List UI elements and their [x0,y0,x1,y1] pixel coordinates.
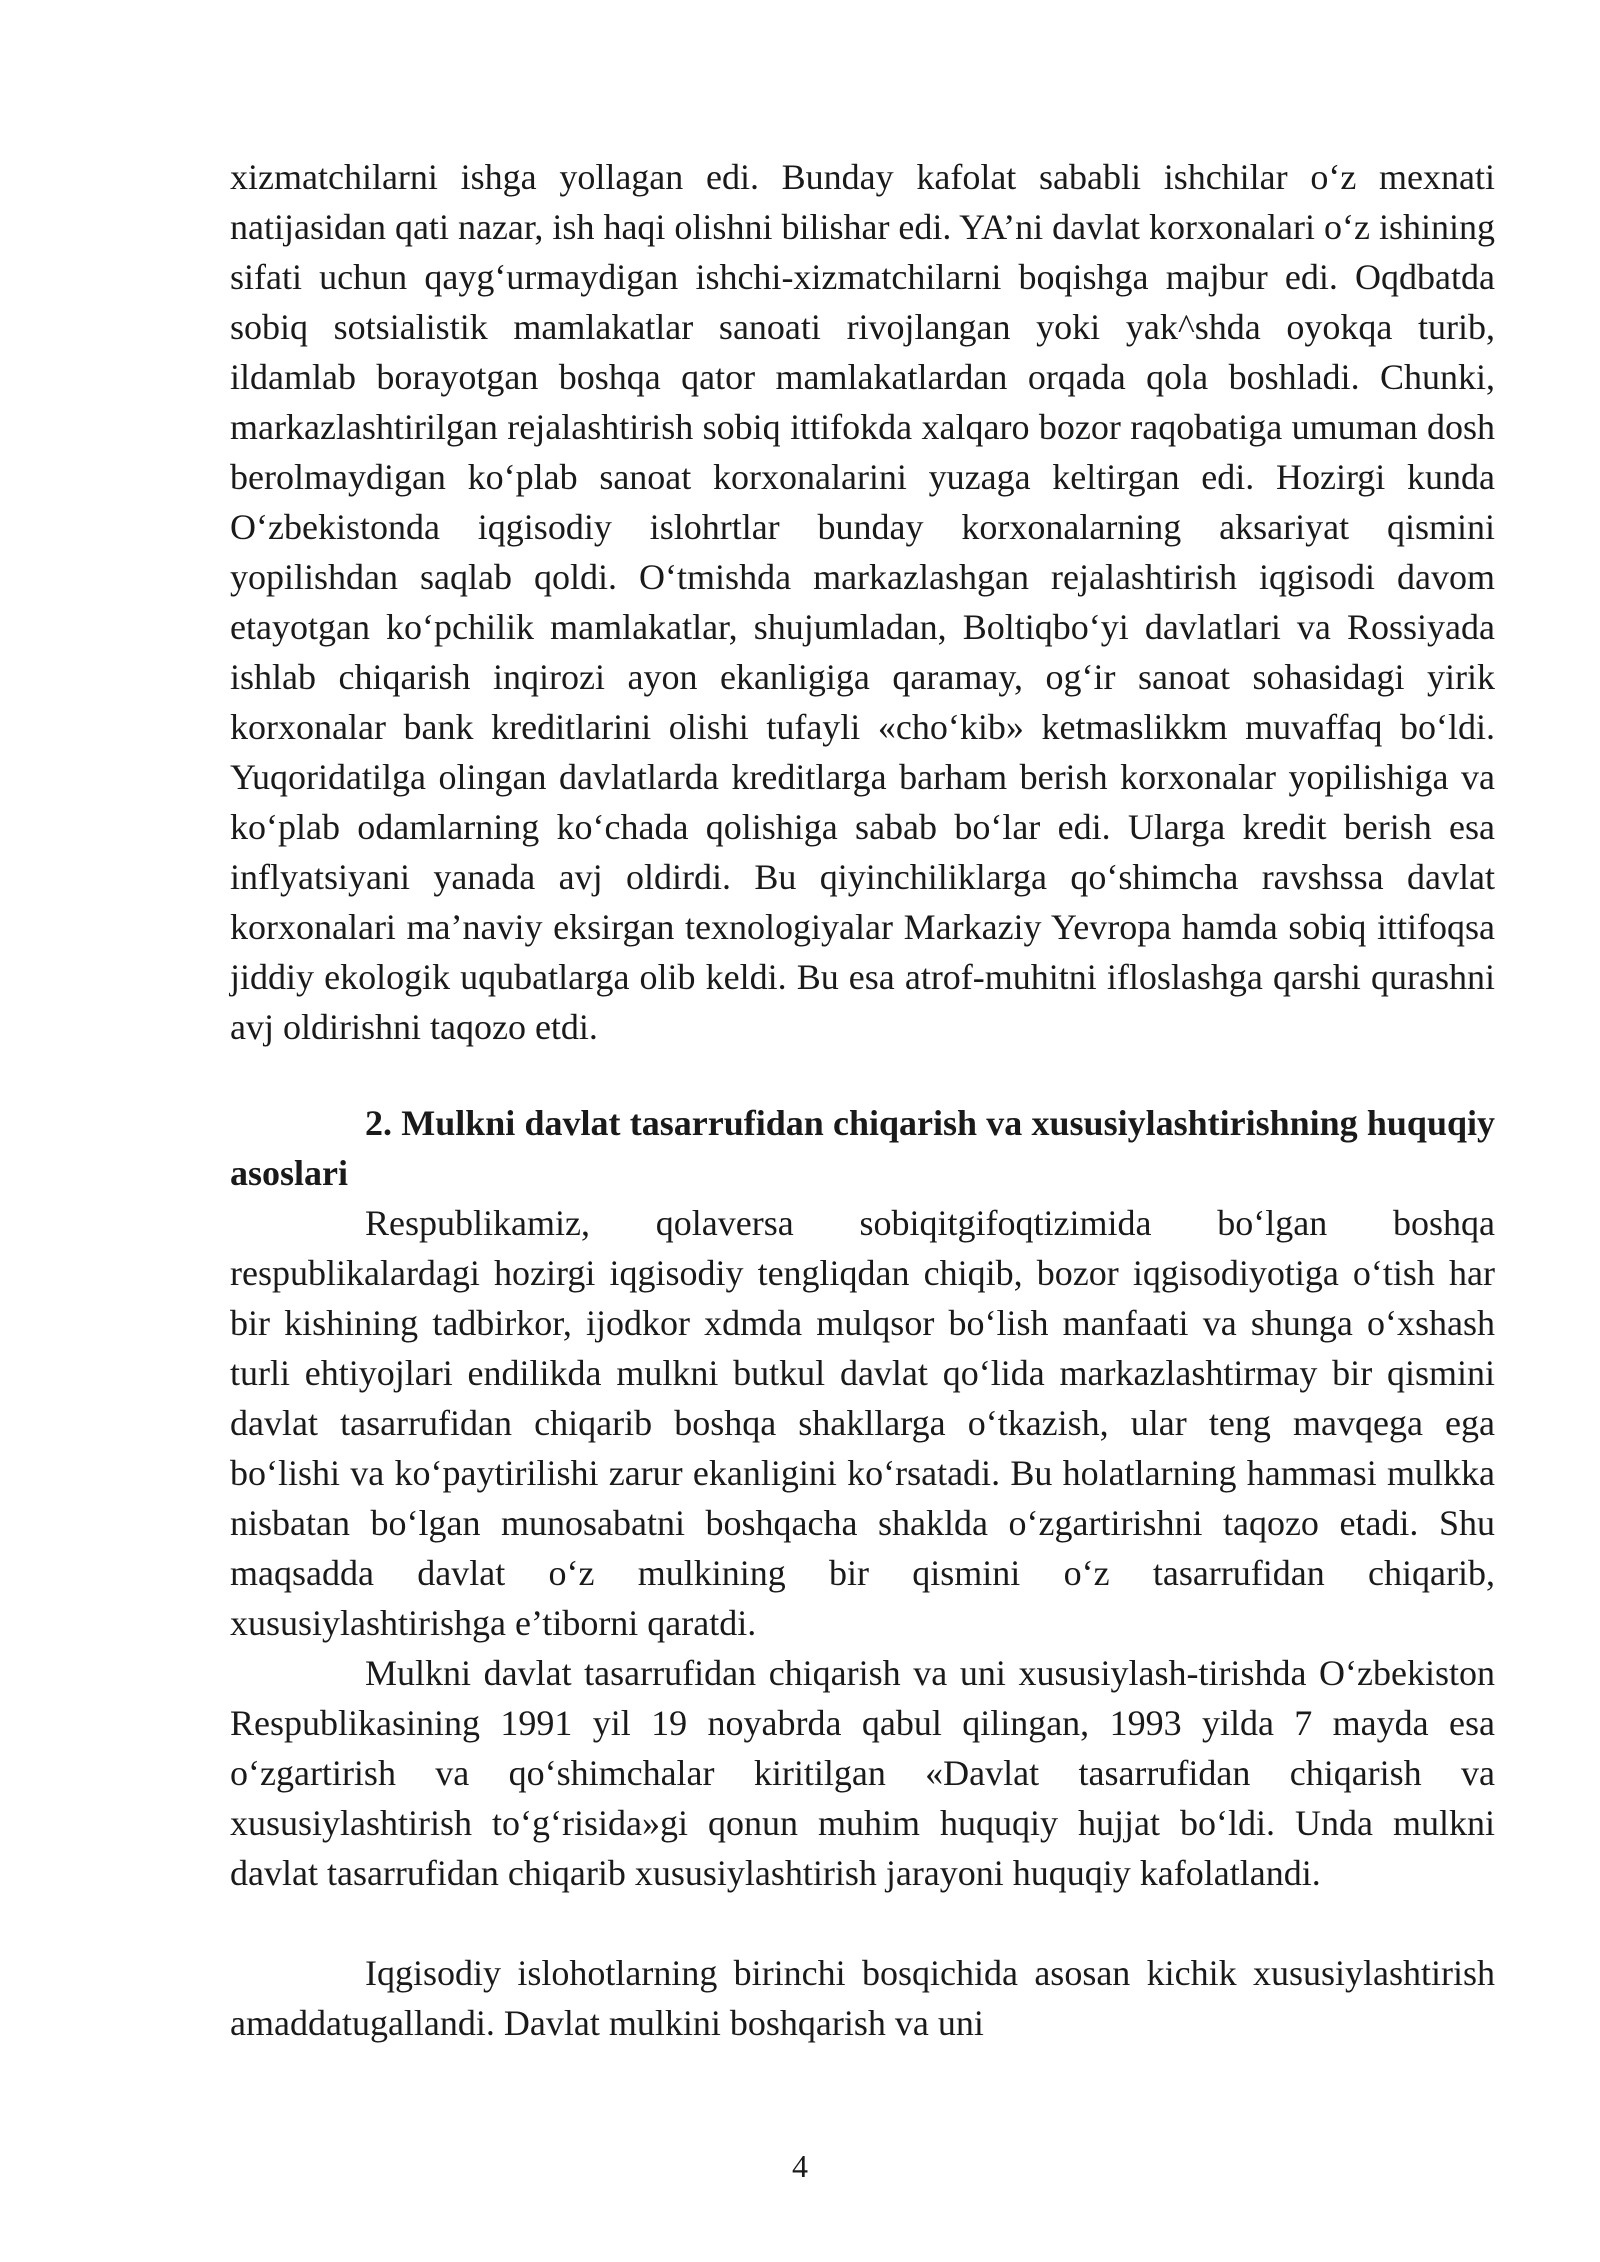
document-page [230,152,1495,2048]
section-heading: 2. Mulkni davlat tasarrufidan chiqarish va xususiylashtirishning huquqiy asoslari [230,1103,1495,1193]
body-paragraph: Mulkni davlat tasarrufidan chiqarish va uni xususiylash-tirishda O‘zbekiston Respublikasining 1991 yil 19 noyabrda qabul qilingan, 1993 yilda 7 mayda esa o‘zgartirish va qo‘shimchalar kiritilgan «Davlat tasarrufidan chiqarish va xususiylashtirish to‘g‘risida»gi qonun muhim huquqiy hujjat bo‘ldi. Unda mulkni davlat tasarrufidan chiqarib xususiylashtirish jarayoni huquqiy kafolatlandi. [230,1653,1495,1893]
body-paragraph: Iqgisodiy islohotlarning birinchi bosqichida asosan kichik xususiylashtirish amaddatugallandi. Davlat mulkini boshqarish va uni [230,1953,1495,2043]
body-paragraph: Respublikamiz, qolaversa sobiqitgifoqtizimida bo‘lgan boshqa respublikalardagi hozirgi iqgisodiy tengliqdan chiqib, bozor iqgisodiyotiga o‘tish har bir kishining tadbirkor, ijodkor xdmda mulqsor bo‘lish manfaati va shunga o‘xshash turli ehtiyojlari endilikda mulkni butkul davlat qo‘lida markazlashtirmay bir qismini davlat tasarrufidan chiqarib boshqa shakllarga o‘tkazish, ular teng mavqega ega bo‘lishi va ko‘paytirilishi zarur ekanligini ko‘rsatadi. Bu holatlarning hammasi mulkka nisbatan bo‘lgan munosabatni boshqacha shaklda o‘zgartirishni taqozo etadi. Shu maqsadda davlat o‘z mulkining bir qismini o‘z tasarrufidan chiqarib, xususiylashtirishga e’tiborni qaratdi. [230,1203,1495,1643]
page-number: 4 [792,2148,808,2184]
body-paragraph: xizmatchilarni ishga yollagan edi. Bunday kafolat sababli ishchilar o‘z mexnati natijasidan qati nazar, ish haqi olishni bilishar edi. YA’ni davlat korxonalari o‘z ishining sifati uchun qayg‘urmaydigan ishchi-xizmatchilarni boqishga majbur edi. Oqdbatda sobiq sotsialistik mamlakatlar sanoati rivojlangan yoki yak^shda oyokqa turib, ildamlab borayotgan boshqa qator mamlakatlardan orqada qola boshladi. Chunki, markazlashtirilgan rejalashtirish sobiq ittifokda xalqaro bozor raqobatiga umuman dosh berolmaydigan ko‘plab sanoat korxonalarini yuzaga keltirgan edi. Hozirgi kunda O‘zbekistonda iqgisodiy islohrtlar bunday korxonalarning aksariyat qismini yopilishdan saqlab qoldi. O‘tmishda markazlashgan rejalashtirish iqgisodi davom etayotgan ko‘pchilik mamlakatlar, shujumladan, Boltiqbo‘yi davlatlari va Rossiyada ishlab chiqarish inqirozi ayon ekanligiga qaramay, og‘ir sanoat sohasidagi yirik korxonalar bank kreditlarini olishi tufayli «cho‘kib» ketmaslikkm muvaffaq bo‘ldi. Yuqoridatilga olingan davlatlarda kreditlarga barham berish korxonalar yopilishiga va ko‘plab odamlarning ko‘chada qolishiga sabab bo‘lar edi. Ularga kredit berish esa inflyatsiyani yanada avj oldirdi. Bu qiyinchiliklarga qo‘shimcha ravshssa davlat korxonalari ma’naviy eksirgan texnologiyalar Markaziy Yevropa hamda sobiq ittifoqsa jiddiy ekologik uqubatlarga olib keldi. Bu esa atrof-muhitni ifloslashga qarshi qurashni avj oldirishni taqozo etdi. [230,157,1495,1047]
